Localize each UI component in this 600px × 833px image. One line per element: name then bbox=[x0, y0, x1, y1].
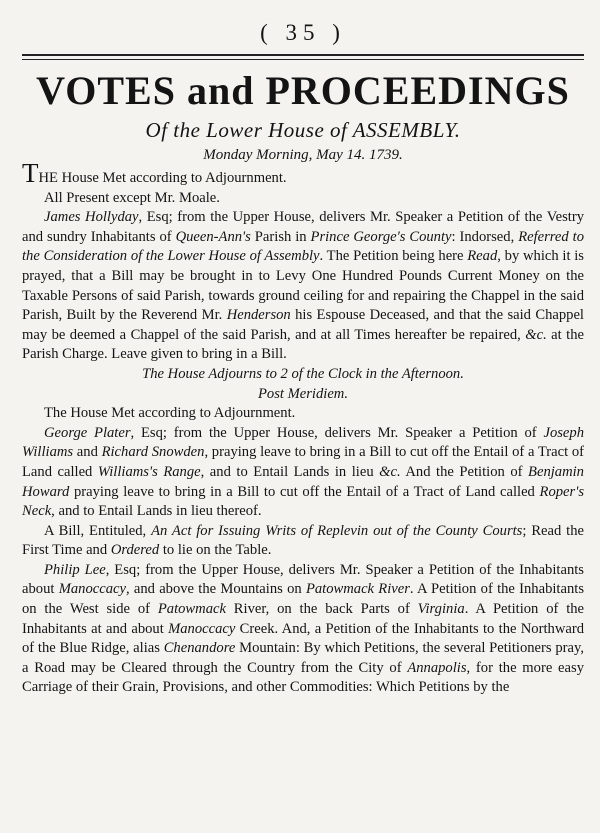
paragraph-1: THE House Met according to Adjournment. bbox=[22, 158, 287, 188]
paragraph-2: All Present except Mr. Moale. bbox=[44, 189, 220, 206]
paragraph-4: The House Met according to Adjournment. bbox=[44, 405, 296, 422]
date-line: Monday Morning, May 14. 1739. bbox=[203, 147, 403, 163]
paragraph-5: George Plater, Esq; from the Upper House, delivers Mr. Speaker a Petition of Joseph Williams and Richard Snowden, praying leave to bring in a Bill to cut off the Entail of a Tract of Land called Williams's Range, and to Entail Lands in lieu &c. And the Petition of Benjamin Howard praying leave to bring in a Bill to cut off the Entail of a Tract of Land called Roper's Neck, and to Entail Lands in lieu thereof. bbox=[22, 424, 584, 520]
drop-cap: T bbox=[22, 158, 39, 188]
paragraph-6: A Bill, Entituled, An Act for Issuing Writs of Replevin out of the County Courts; Read the First Time and Ordered to lie on the Table. bbox=[22, 522, 585, 559]
body-text bbox=[22, 158, 585, 698]
main-title: VOTES and PROCEEDINGS bbox=[36, 68, 570, 113]
paragraph-3: James Hollyday, Esq; from the Upper House, delivers Mr. Speaker a Petition of the Vestry and sundry Inhabitants of Queen-Ann's Parish in Prince George's County: Indorsed, Referred to the Consideration of the Lower House of Assembly. The Petition being here Read, by which it is prayed, that a Bill may be brought in to Levy One Hundred Pounds Current Money on the Taxable Persons of said Parish, towards ground ceiling for and repairing the Chappel in the said Parish, Built by the Reverend Mr. Henderson his Espouse Deceased, and that the said Chappel may be deemed a Chappel of the said Parish, and at all Times hereafter be repaired, &c. at the Parish Charge. Leave given to bring in a Bill. bbox=[22, 209, 584, 363]
paragraph-7: Philip Lee, Esq; from the Upper House, delivers Mr. Speaker a Petition of the Inhabitants about Manoccacy, and above the Mountains on Patowmack River. A Petition of the Inhabitants on the West side of Patowmack River, on the back Parts of Virginia. A Petition of the Inhabitants at and about Manoccacy Creek. And, a Petition of the Inhabitants to the Northward of the Blue Ridge, alias Chenandore Mountain: By which Petitions, the several Petitioners pray, a Road may be Cleared through the Country from the City of Annapolis, for the more easy Carriage of their Grain, Provisions, and other Commodities: Which Petitions by the bbox=[22, 561, 585, 696]
header-rule bbox=[22, 54, 584, 60]
post-meridiem-heading: Post Meridiem. bbox=[258, 385, 348, 402]
page-number: ( 35 ) bbox=[260, 20, 346, 45]
subtitle: Of the Lower House of ASSEMBLY. bbox=[145, 118, 461, 142]
adjourn-line: The House Adjourns to 2 of the Clock in the Afternoon. bbox=[142, 365, 464, 382]
